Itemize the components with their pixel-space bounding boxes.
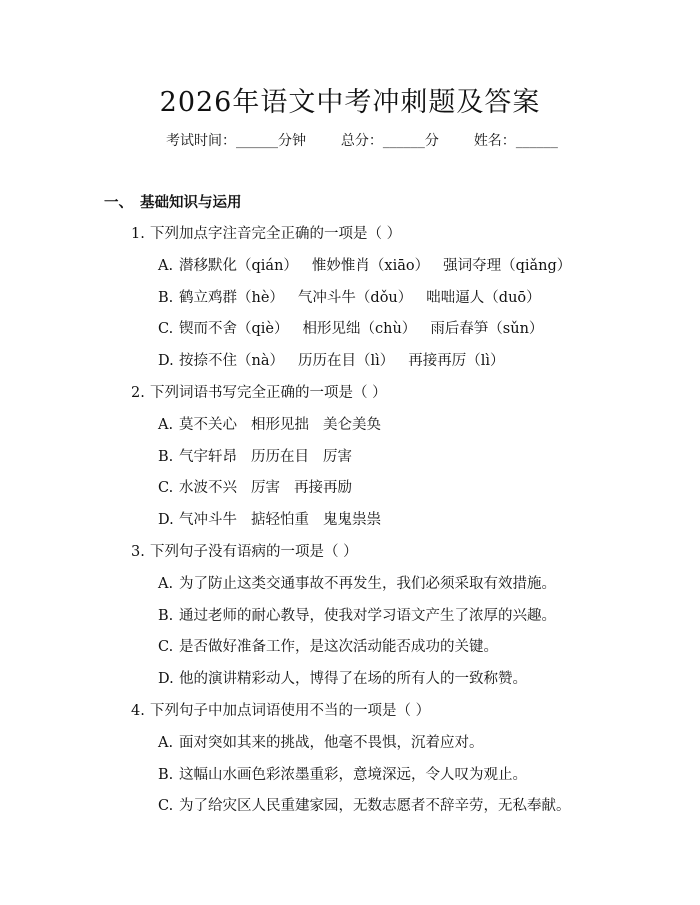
answer-option — [158, 256, 571, 276]
question-text: 下列句子没有语病的一项是（ ） — [150, 544, 358, 560]
answer-option — [158, 288, 541, 308]
answer-option — [158, 510, 381, 530]
option-item: 通过老师的耐心教导，使我对学习语文产生了浓厚的兴趣。 — [179, 607, 556, 624]
question-stem — [131, 224, 401, 244]
exam-info-line — [166, 130, 558, 150]
option-item: 是否做好准备工作，是这次活动能否成功的关键。 — [179, 639, 498, 656]
option-label: D. — [158, 512, 174, 529]
question-text: 下列词语书写完全正确的一项是（ ） — [150, 385, 387, 401]
section-title-text: 基础知识与运用 — [140, 194, 242, 211]
answer-option — [158, 574, 556, 594]
document-title: 2026年语文中考冲刺题及答案 — [159, 87, 541, 118]
option-item: 再接再励 — [294, 480, 352, 497]
section-number: 一、 — [104, 194, 133, 211]
score-unit: 分 — [424, 133, 439, 149]
answer-option — [158, 319, 543, 339]
option-label: C. — [158, 321, 174, 338]
option-item: 莫不关心 — [179, 416, 237, 433]
option-item: 历历在目（lì） — [297, 353, 395, 370]
answer-option — [158, 415, 381, 435]
option-item: 历历在目 — [251, 448, 309, 465]
option-label: D. — [158, 353, 174, 370]
answer-option — [158, 606, 556, 626]
answer-option — [158, 796, 571, 816]
option-item: 潜移默化（qián） — [179, 257, 298, 274]
answer-option — [158, 733, 484, 753]
option-label: B. — [158, 607, 174, 624]
option-item: 锲而不舍（qiè） — [179, 321, 289, 338]
option-item: 气宇轩昂 — [179, 448, 237, 465]
option-item: 惟妙惟肖（xiāo） — [311, 257, 430, 274]
option-label: B. — [158, 289, 174, 306]
name-blank: ______ — [515, 133, 558, 149]
option-label: A. — [158, 734, 174, 751]
option-item: 掂轻怕重 — [251, 512, 309, 529]
option-item: 鬼鬼祟祟 — [323, 512, 381, 529]
answer-option — [158, 669, 527, 689]
answer-option — [158, 765, 527, 785]
name-label: 姓名： — [473, 133, 516, 149]
score-label: 总分： — [340, 133, 383, 149]
option-item: 气冲斗牛 — [179, 512, 237, 529]
option-item: 鹤立鸡群（hè） — [179, 289, 284, 306]
option-item: 为了防止这类交通事故不再发生，我们必须采取有效措施。 — [179, 575, 556, 592]
option-item: 为了给灾区人民重建家园，无数志愿者不辞辛劳，无私奉献。 — [179, 798, 571, 815]
option-item: 按捺不住（nà） — [179, 353, 284, 370]
option-item: 面对突如其来的挑战，他毫不畏惧，沉着应对。 — [179, 734, 484, 751]
option-item: 厉害 — [251, 480, 280, 497]
option-label: C. — [158, 798, 174, 815]
option-label: C. — [158, 480, 174, 497]
score-blank: ______ — [382, 133, 425, 149]
question-number: 4. — [131, 703, 145, 719]
option-item: 厉害 — [323, 448, 352, 465]
question-number: 3. — [131, 544, 145, 560]
option-item: 他的演讲精彩动人，博得了在场的所有人的一致称赞。 — [179, 671, 527, 688]
time-label: 考试时间： — [166, 133, 236, 149]
time-blank: ______ — [236, 133, 278, 149]
question-number: 2. — [131, 385, 145, 401]
option-item: 咄咄逼人（duō） — [426, 289, 541, 306]
question-stem — [131, 701, 430, 721]
option-label: A. — [158, 257, 174, 274]
option-item: 相形见绌（chù） — [302, 321, 417, 338]
option-item: 美仑美奂 — [323, 416, 381, 433]
option-label: B. — [158, 448, 174, 465]
option-label: D. — [158, 671, 174, 688]
option-item: 强词夺理（qiǎng） — [443, 257, 572, 274]
question-text: 下列加点字注音完全正确的一项是（ ） — [150, 226, 402, 242]
question-number: 1. — [131, 226, 145, 242]
answer-option — [158, 351, 505, 371]
question-stem — [131, 383, 387, 403]
option-item: 气冲斗牛（dǒu） — [297, 289, 413, 306]
section-heading — [104, 191, 242, 212]
question-text: 下列句子中加点词语使用不当的一项是（ ） — [150, 703, 431, 719]
option-label: A. — [158, 416, 174, 433]
question-stem — [131, 542, 358, 562]
option-item: 再接再厉（lì） — [408, 353, 505, 370]
time-unit: 分钟 — [278, 133, 306, 149]
option-label: A. — [158, 575, 174, 592]
option-item: 相形见拙 — [251, 416, 309, 433]
option-label: B. — [158, 766, 174, 783]
option-item: 雨后春笋（sǔn） — [430, 321, 544, 338]
option-label: C. — [158, 639, 174, 656]
answer-option — [158, 478, 352, 498]
option-item: 这幅山水画色彩浓墨重彩，意境深远，令人叹为观止。 — [179, 766, 527, 783]
answer-option — [158, 637, 498, 657]
answer-option — [158, 447, 352, 467]
option-item: 水波不兴 — [179, 480, 237, 497]
